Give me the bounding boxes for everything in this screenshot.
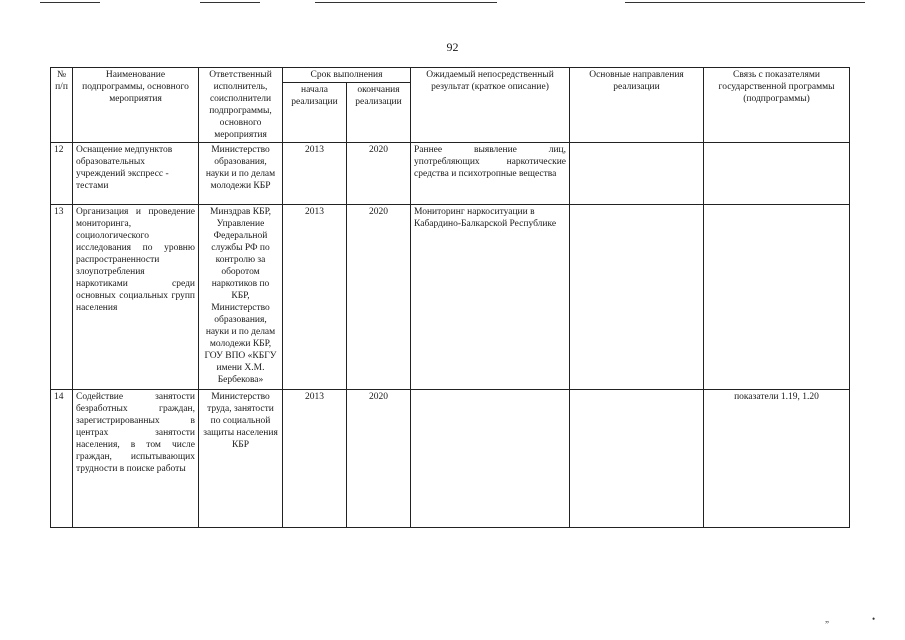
- row-executor: Министерство образования, науки и по делам молодежи КБР: [199, 143, 283, 205]
- header-period-end: окончания реализации: [347, 83, 411, 143]
- row-directions: [570, 390, 704, 528]
- row-directions: [570, 205, 704, 390]
- top-rule-1: [40, 2, 100, 3]
- row-name: Содействие занятости безработных граждан, зарегистрированных в центрах занятости населения, в том числе граждан, испытывающих трудности в поиске работы: [73, 390, 199, 528]
- table-row: [51, 390, 850, 528]
- row-num: 14: [51, 390, 73, 528]
- row-start: 2013: [283, 205, 347, 390]
- program-table: [50, 67, 850, 528]
- table-row: [51, 143, 850, 205]
- header-name: Наименование подпрограммы, основного мероприятия: [73, 68, 199, 143]
- row-indicators: [704, 143, 850, 205]
- footer-mark-1: „: [825, 614, 829, 624]
- row-result: Раннее выявление лиц, употребляющих наркотические средства и психотропные вещества: [411, 143, 570, 205]
- row-executor: Минздрав КБР, Управление Федеральной службы РФ по контролю за оборотом наркотиков по КБР, Министерство образования, науки и по делам молодежи КБР, ГОУ ВПО «КБГУ имени Х.М. Бербекова»: [199, 205, 283, 390]
- row-executor: Министерство труда, занятости по социальной защиты населения КБР: [199, 390, 283, 528]
- table-row: [51, 205, 850, 390]
- top-rule-3: [315, 2, 497, 3]
- header-indicators: Связь с показателями государственной программы (подпрограммы): [704, 68, 850, 143]
- row-name: Организация и проведение мониторинга, социологического исследования по уровню распространенности злоупотребления наркотиками среди основных социальных групп населения: [73, 205, 199, 390]
- row-num: 13: [51, 205, 73, 390]
- row-start: 2013: [283, 390, 347, 528]
- row-directions: [570, 143, 704, 205]
- row-num: 12: [51, 143, 73, 205]
- row-start: 2013: [283, 143, 347, 205]
- row-result: Мониторинг наркоситуации в Кабардино-Балкарской Республике: [411, 205, 570, 390]
- header-num: № п/п: [51, 68, 73, 143]
- row-result: [411, 390, 570, 528]
- footer-mark-2: •: [872, 614, 876, 624]
- row-end: 2020: [347, 143, 411, 205]
- header-period-start: начала реализации: [283, 83, 347, 143]
- top-rule-4: [625, 2, 865, 3]
- row-end: 2020: [347, 205, 411, 390]
- row-name: Оснащение медпунктов образовательных учреждений экспресс - тестами: [73, 143, 199, 205]
- header-result: Ожидаемый непосредственный результат (краткое описание): [411, 68, 570, 143]
- row-end: 2020: [347, 390, 411, 528]
- header-directions: Основные направления реализации: [570, 68, 704, 143]
- page-number: 92: [446, 40, 459, 54]
- top-rule-2: [200, 2, 260, 3]
- row-indicators: показатели 1.19, 1.20: [704, 390, 850, 528]
- row-indicators: [704, 205, 850, 390]
- header-period: Срок выполнения: [283, 68, 411, 83]
- header-executor: Ответственный исполнитель, соисполнители подпрограммы, основного мероприятия: [199, 68, 283, 143]
